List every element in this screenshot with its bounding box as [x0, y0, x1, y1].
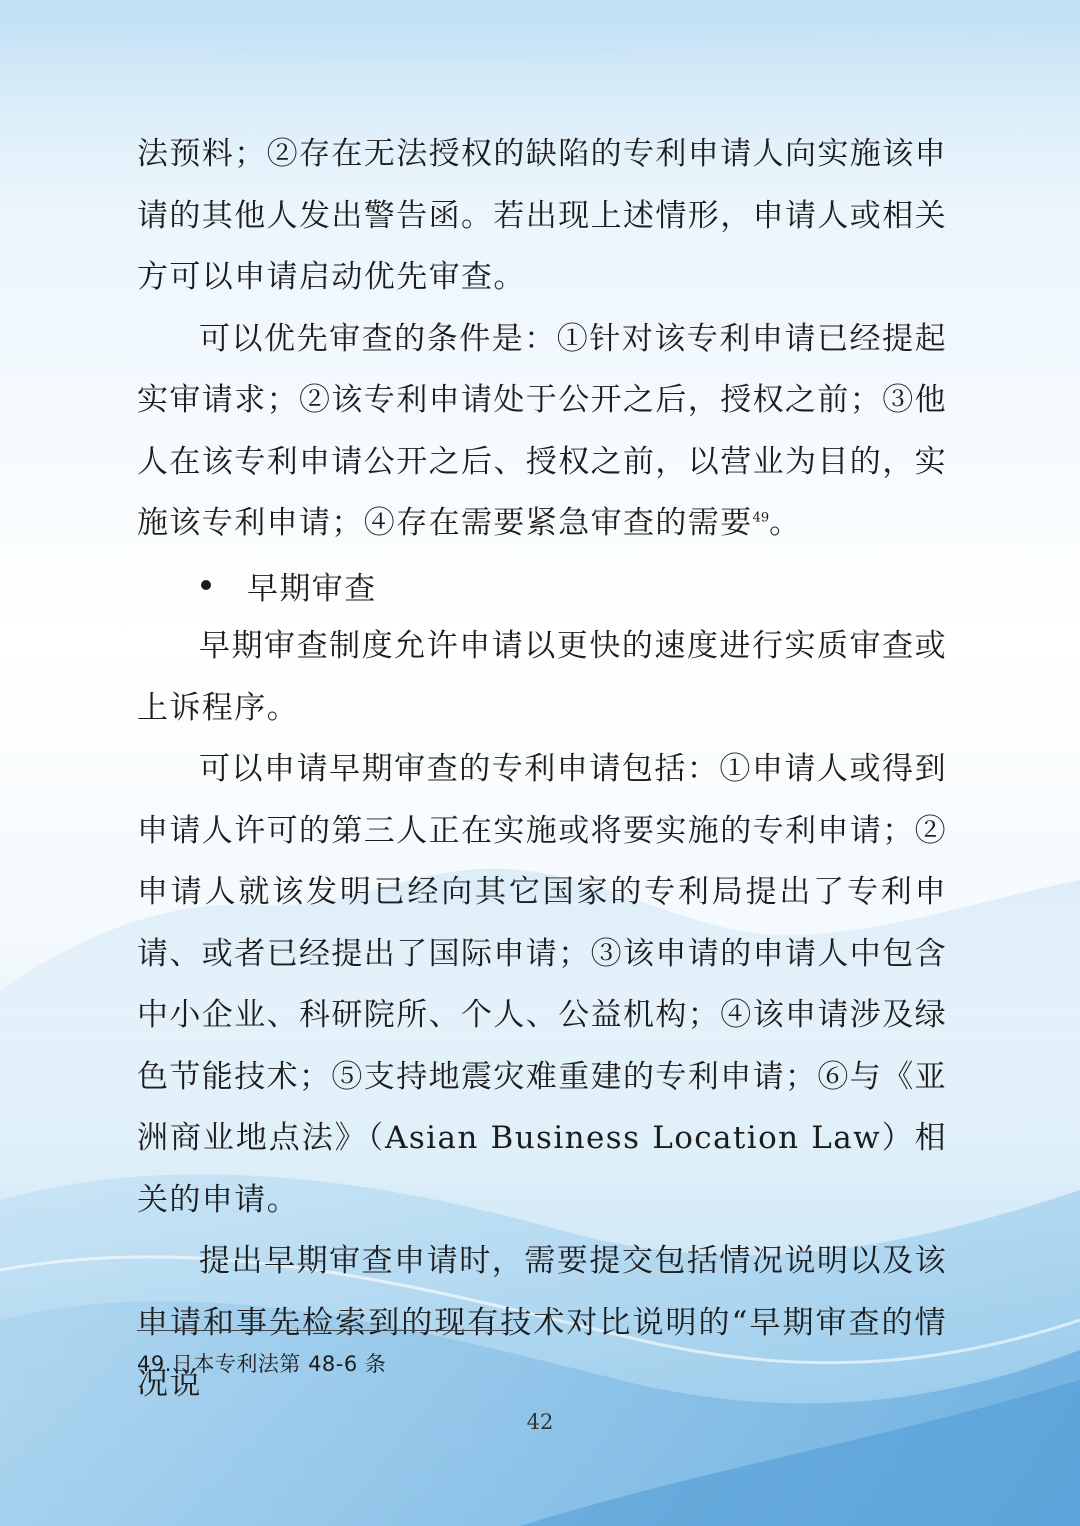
paragraph-continuation: 法预料；②存在无法授权的缺陷的专利申请人向实施该申请的其他人发出警告函。若出现上述情形，申请人或相关方可以申请启动优先审查。	[137, 136, 947, 295]
section-heading	[137, 555, 947, 617]
paragraph-early-examination-intro: 早期审查制度允许申请以更快的速度进行实质审查或上诉程序。	[137, 628, 947, 726]
paragraph-end-punct: 。	[769, 505, 802, 541]
footnote-divider	[137, 1330, 513, 1331]
bullet-icon	[201, 580, 211, 590]
footnote: 49.日本专利法第 48-6 条	[137, 1352, 387, 1376]
paragraph-priority-examination	[137, 309, 947, 555]
page-number: 42	[526, 1410, 554, 1434]
section-heading-text: 早期审查	[247, 570, 377, 607]
paragraph-early-examination-eligibility: 可以申请早期审查的专利申请包括：①申请人或得到申请人许可的第三人正在实施或将要实施的专利申请；②申请人就该发明已经向其它国家的专利局提出了专利申请、或者已经提出了国际申请；③该申请的申请人中包含中小企业、科研院所、个人、公益机构；④该申请涉及绿色节能技术；⑤支持地震灾难重建的专利申请；⑥与《亚洲商业地点法》（Asian Business Location Law）相关的申请。	[137, 751, 947, 1218]
footnote-reference[interactable]: 49	[752, 510, 770, 526]
body-text	[137, 124, 947, 1416]
paragraph-early-examination-filing: 提出早期审查申请时，需要提交包括情况说明以及该申请和事先检索到的现有技术对比说明的“早期审查的情况说	[137, 1243, 947, 1402]
paragraph-text: 可以优先审查的条件是：①针对该专利申请已经提起实审请求；②该专利申请处于公开之后，授权之前；③他人在该专利申请公开之后、授权之前，以营业为目的，实施该专利申请；④存在需要紧急审查的需要	[137, 320, 947, 541]
